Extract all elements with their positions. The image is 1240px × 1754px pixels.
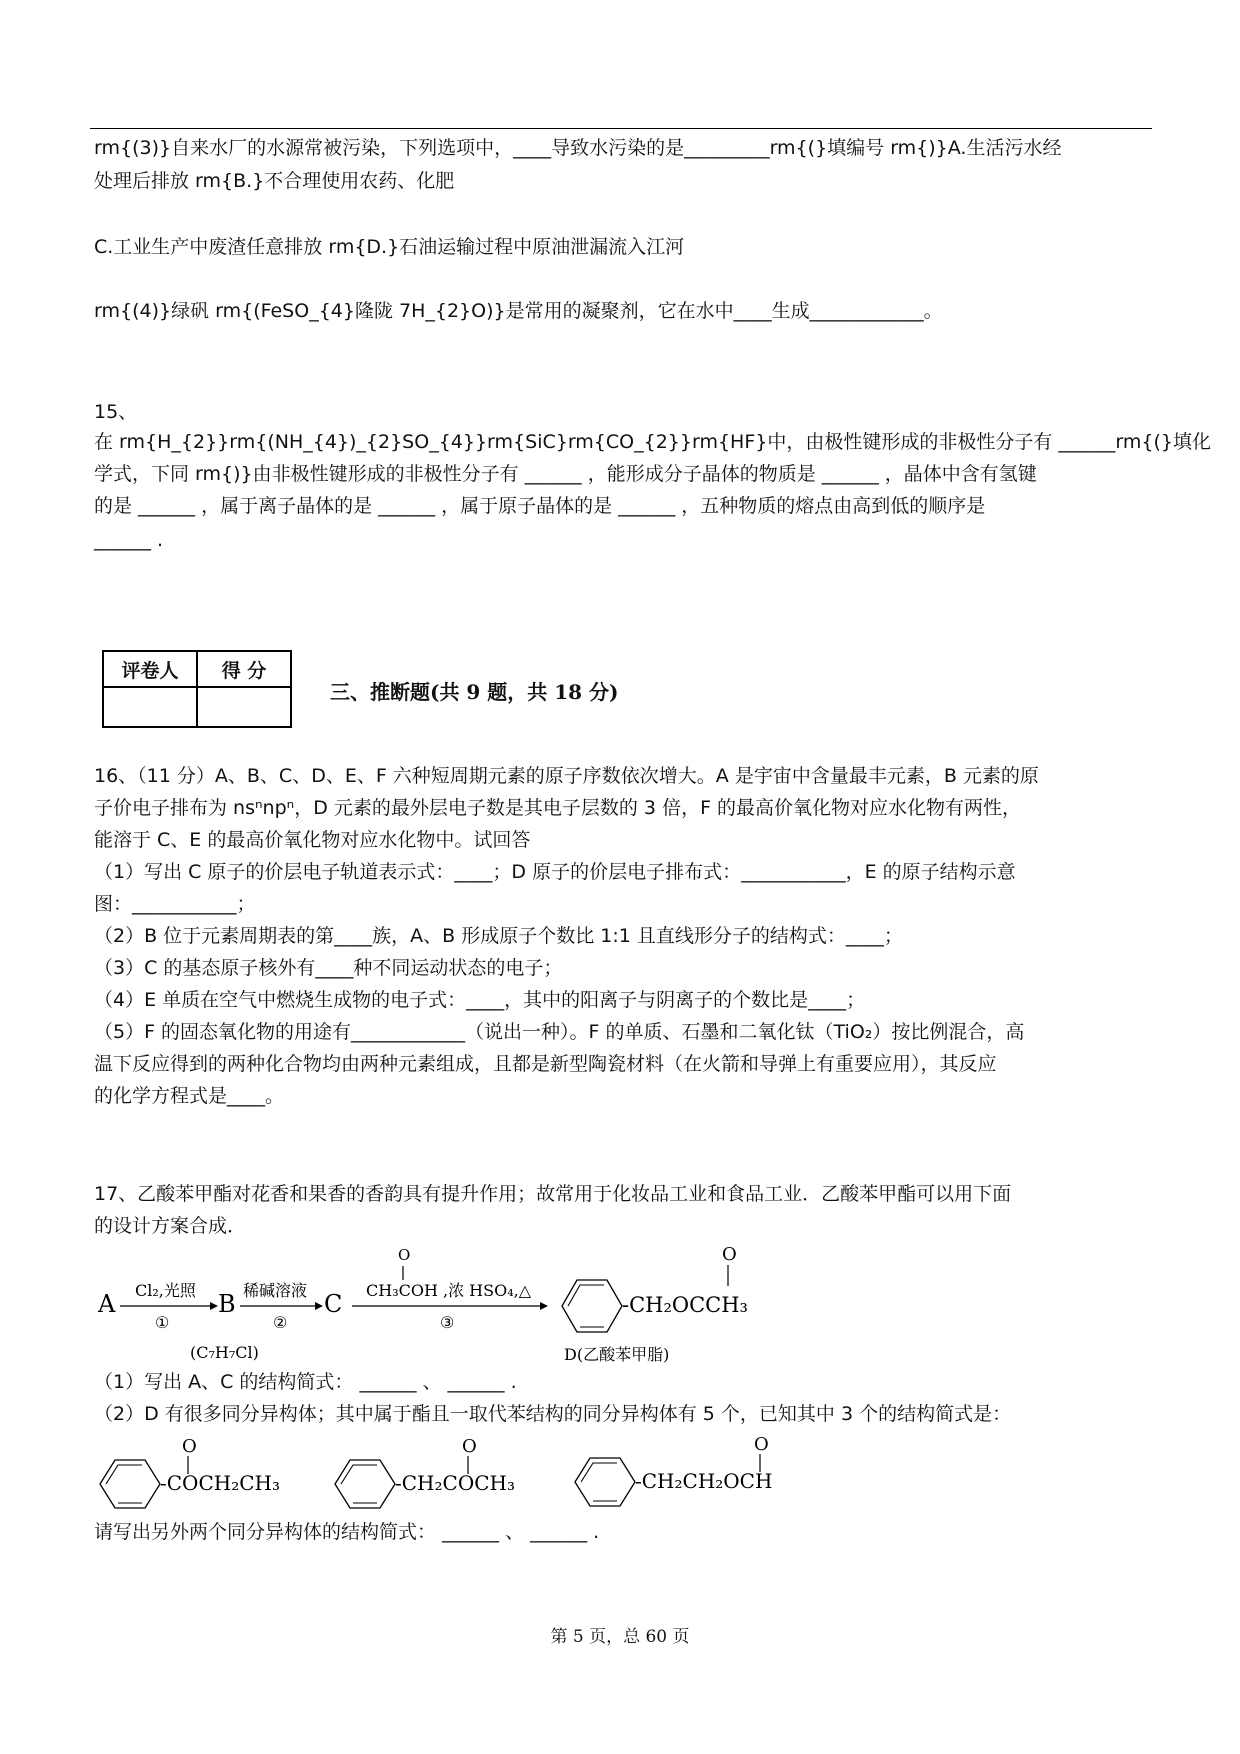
header-rule — [90, 128, 1152, 129]
compound-a: A — [98, 1290, 116, 1318]
q16-line-10: 温下反应得到的两种化合物均由两种元素组成，且都是新型陶瓷材料（在火箭和导弹上有重要应用），其反应 — [94, 1053, 997, 1075]
page-footer: 第 5 页，总 60 页 — [550, 1627, 690, 1647]
isomer-3 — [575, 1434, 772, 1506]
compound-b: B — [218, 1290, 236, 1318]
benzene-ring-icon — [562, 1280, 622, 1332]
benzene-ring-icon — [100, 1460, 160, 1508]
q14-line-2: 处理后排放 rm{B.}不合理使用农药、化肥 — [94, 170, 455, 192]
arrow-head-2 — [315, 1302, 323, 1310]
q16-line-1: 16、（11 分）A、B、C、D、E、F 六种短周期元素的原子序数依次增大。A 是宇宙中含量最丰元素，B 元素的原 — [94, 765, 1039, 787]
step-2-label: ② — [273, 1313, 288, 1332]
score-table — [102, 650, 292, 728]
score-table-grader-cell — [103, 687, 197, 727]
product-d-oxygen: O — [722, 1244, 737, 1265]
q16-line-8: （4）E 单质在空气中燃烧生成物的电子式：____，其中的阳离子与阴离子的个数比是____； — [94, 989, 866, 1011]
isomer-3-group: -CH₂CH₂OCH — [635, 1469, 773, 1493]
q15-line-2: 学式，下同 rm{)}由非极性键形成的非极性分子有 ______ ，能形成分子晶体的物质是 ______ ，晶体中含有氢键 — [94, 463, 1037, 485]
isomer-3-oxygen: O — [754, 1434, 769, 1455]
q16-line-5: 图：___________； — [94, 893, 256, 915]
q15-line-4: ______ . — [94, 529, 164, 551]
isomer-1-group: -COCH₂CH₃ — [160, 1471, 280, 1495]
isomer-2 — [335, 1436, 515, 1508]
q17-part-1: （1）写出 A、C 的结构简式： ______ 、 ______ . — [94, 1371, 517, 1393]
q17-line-2: 的设计方案合成． — [94, 1215, 247, 1237]
score-table-grader-header: 评卷人 — [103, 651, 197, 687]
compound-b-formula: (C₇H₇Cl) — [190, 1343, 259, 1362]
product-d-label: D(乙酸苯甲脂) — [564, 1345, 670, 1364]
section-title: 三、推断题(共 9 题，共 18 分) — [330, 680, 619, 704]
score-table-score-header: 得 分 — [197, 651, 291, 687]
q15-line-1: 在 rm{H_{2}}rm{(NH_{4})_{2}SO_{4}}rm{SiC}rm{CO_{2}}rm{HF}中，由极性键形成的非极性分子有 ______rm{(}填化 — [94, 431, 1211, 453]
isomer-1 — [100, 1436, 280, 1508]
q15-number: 15、 — [94, 401, 138, 423]
condition-1: Cl₂,光照 — [135, 1281, 196, 1300]
synthesis-scheme — [90, 1236, 810, 1366]
q14-line-4: rm{(4)}绿矾 rm{(FeSO_{4}隆陇 7H_{2}O)}是常用的凝聚剂，它在水中____生成____________。 — [94, 300, 943, 322]
q16-line-6: （2）B 位于元素周期表的第____族，A、B 形成原子个数比 1:1 且直线形分子的结构式：____； — [94, 925, 903, 947]
q17-line-1: 17、乙酸苯甲酯对花香和果香的香韵具有提升作用；故常用于化妆品工业和食品工业．乙酸苯甲酯可以用下面 — [94, 1183, 1012, 1205]
isomer-2-oxygen: O — [462, 1436, 477, 1457]
q17-part-3: 请写出另外两个同分异构体的结构简式： ______ 、 ______ . — [94, 1521, 600, 1543]
arrow-head-3 — [540, 1302, 548, 1310]
product-d-group: -CH₂OCCH₃ — [622, 1293, 748, 1317]
arrow-head-1 — [210, 1302, 218, 1310]
q14-line-3: C.工业生产中废渣任意排放 rm{D.}石油运输过程中原油泄漏流入江河 — [94, 236, 685, 258]
compound-c: C — [324, 1290, 343, 1318]
isomer-1-oxygen: O — [182, 1436, 197, 1457]
score-table-score-cell — [197, 687, 291, 727]
q17-part-2: （2）D 有很多同分异构体；其中属于酯且一取代苯结构的同分异构体有 5 个，已知其中 3 个的结构简式是： — [94, 1403, 1012, 1425]
step-3-label: ③ — [440, 1313, 455, 1332]
condition-3: CH₃COH ,浓 HSO₄,△ — [366, 1281, 532, 1300]
isomer-structures — [90, 1432, 830, 1516]
condition-3-oxygen: O — [398, 1246, 411, 1264]
q16-line-11: 的化学方程式是____。 — [94, 1085, 285, 1107]
q15-line-3: 的是 ______ ，属于离子晶体的是 ______ ，属于原子晶体的是 ______ ，五种物质的熔点由高到低的顺序是 — [94, 495, 986, 517]
q14-line-1: rm{(3)}自来水厂的水源常被污染，下列选项中，____导致水污染的是_________rm{(}填编号 rm{)}A.生活污水经 — [94, 137, 1062, 159]
q16-line-7: （3）C 的基态原子核外有____种不同运动状态的电子； — [94, 957, 563, 979]
benzene-ring-icon — [575, 1458, 635, 1506]
q16-line-2: 子价电子排布为 nsⁿnpⁿ，D 元素的最外层电子数是其电子层数的 3 倍，F 的最高价氧化物对应水化物有两性， — [94, 797, 1022, 819]
benzene-ring-icon — [335, 1460, 395, 1508]
condition-2: 稀碱溶液 — [243, 1281, 308, 1300]
q16-line-9: （5）F 的固态氧化物的用途有____________（说出一种）。F 的单质、石墨和二氧化钛（TiO₂）按比例混合，高 — [94, 1021, 1025, 1043]
q16-line-4: （1）写出 C 原子的价层电子轨道表示式：____；D 原子的价层电子排布式：___________，E 的原子结构示意 — [94, 861, 1016, 883]
isomer-2-group: -CH₂COCH₃ — [395, 1471, 515, 1495]
step-1-label: ① — [155, 1313, 170, 1332]
q16-line-3: 能溶于 C、E 的最高价氧化物对应水化物中。试回答 — [94, 829, 531, 851]
